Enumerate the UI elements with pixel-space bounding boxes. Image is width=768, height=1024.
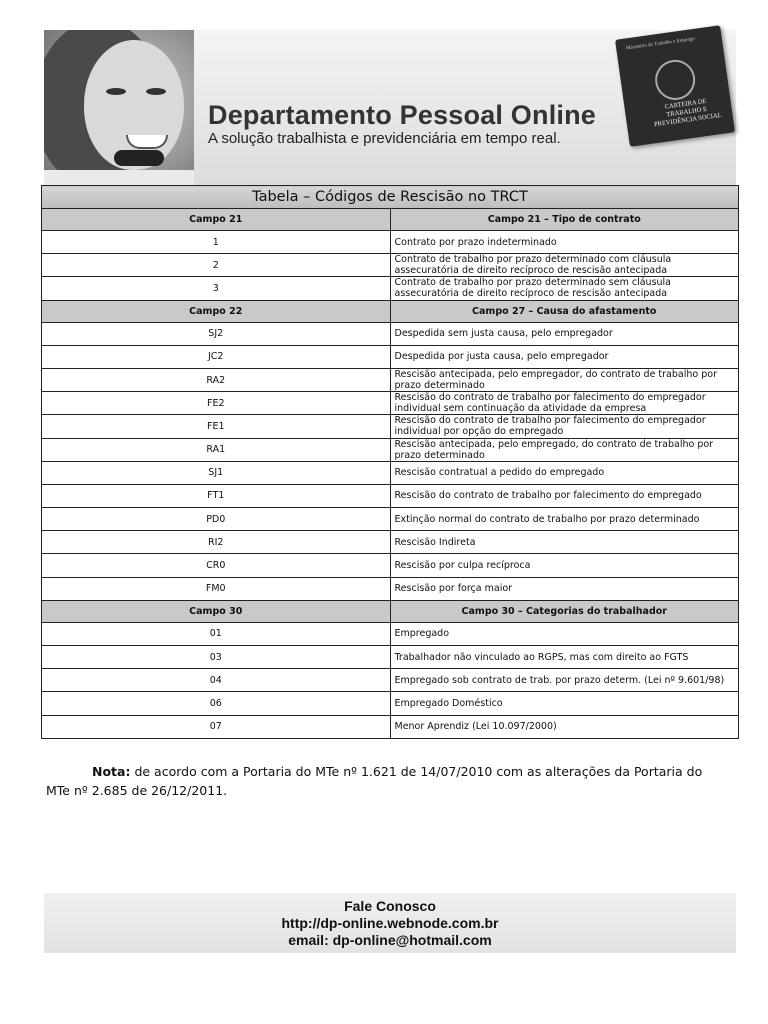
section-header-row (42, 600, 739, 622)
code-cell: 04 (42, 669, 391, 692)
section-code-header: Campo 22 (42, 300, 391, 322)
code-cell: FM0 (42, 577, 391, 600)
operator-photo (44, 30, 194, 185)
table-row (42, 415, 739, 438)
section-header-row (42, 209, 739, 231)
description-cell: Rescisão do contrato de trabalho por falecimento do empregador individual sem continuação da atividade da empresa (390, 392, 739, 415)
description-cell: Trabalhador não vinculado ao RGPS, mas com direito ao FGTS (390, 646, 739, 669)
code-cell: 2 (42, 254, 391, 277)
code-cell: 01 (42, 622, 391, 645)
table-row (42, 531, 739, 554)
description-cell: Contrato de trabalho por prazo determinado sem cláusula assecuratória de direito recíproco de rescisão antecipada (390, 277, 739, 300)
code-cell: PD0 (42, 508, 391, 531)
code-cell: RI2 (42, 531, 391, 554)
code-cell: RA2 (42, 368, 391, 391)
table-row (42, 692, 739, 715)
code-cell: FE2 (42, 392, 391, 415)
footer-title: Fale Conosco (344, 898, 436, 914)
footer-email-link[interactable]: email: dp-online@hotmail.com (288, 932, 492, 948)
note-paragraph (46, 762, 726, 800)
description-cell: Rescisão contratual a pedido do empregado (390, 461, 739, 484)
table-row (42, 254, 739, 277)
description-cell: Rescisão Indireta (390, 531, 739, 554)
footer-url-link[interactable]: http://dp-online.webnode.com.br (281, 915, 499, 931)
description-cell: Rescisão antecipada, pelo empregador, do contrato de trabalho por prazo determinado (390, 368, 739, 391)
table-row (42, 669, 739, 692)
code-cell: FT1 (42, 484, 391, 507)
description-cell: Contrato de trabalho por prazo determinado com cláusula assecuratória de direito recíproco de rescisão antecipada (390, 254, 739, 277)
section-code-header: Campo 30 (42, 600, 391, 622)
table-row (42, 368, 739, 391)
description-cell: Empregado (390, 622, 739, 645)
table-title: Tabela – Códigos de Rescisão no TRCT (42, 186, 739, 209)
note-label: Nota: (92, 764, 131, 779)
site-subtitle: A solução trabalhista e previdenciária em tempo real. (208, 130, 561, 147)
description-cell: Despedida sem justa causa, pelo empregador (390, 322, 739, 345)
section-code-header: Campo 21 (42, 209, 391, 231)
description-cell: Rescisão do contrato de trabalho por falecimento do empregado (390, 484, 739, 507)
section-desc-header: Campo 21 – Tipo de contrato (390, 209, 739, 231)
codes-table-container (41, 185, 739, 739)
code-cell: SJ2 (42, 322, 391, 345)
table-row (42, 508, 739, 531)
code-cell: 06 (42, 692, 391, 715)
table-row (42, 577, 739, 600)
table-row (42, 554, 739, 577)
description-cell: Rescisão antecipada, pelo empregado, do contrato de trabalho por prazo determinado (390, 438, 739, 461)
description-cell: Menor Aprendiz (Lei 10.097/2000) (390, 715, 739, 738)
table-title-row (42, 186, 739, 209)
code-cell: JC2 (42, 345, 391, 368)
table-row (42, 646, 739, 669)
description-cell: Empregado Doméstico (390, 692, 739, 715)
table-row (42, 715, 739, 738)
table-row (42, 392, 739, 415)
description-cell: Despedida por justa causa, pelo empregador (390, 345, 739, 368)
table-row (42, 461, 739, 484)
table-row (42, 322, 739, 345)
code-cell: FE1 (42, 415, 391, 438)
site-title: Departamento Pessoal Online (208, 100, 597, 130)
table-row (42, 277, 739, 300)
description-cell: Extinção normal do contrato de trabalho por prazo determinado (390, 508, 739, 531)
description-cell: Rescisão do contrato de trabalho por falecimento do empregador individual por opção do empregado (390, 415, 739, 438)
code-cell: SJ1 (42, 461, 391, 484)
coat-of-arms-icon (653, 57, 698, 102)
table-row (42, 484, 739, 507)
section-header-row (42, 300, 739, 322)
code-cell: 07 (42, 715, 391, 738)
code-cell: RA1 (42, 438, 391, 461)
codes-table (41, 185, 739, 739)
contact-footer (44, 893, 736, 953)
description-cell: Contrato por prazo indeterminado (390, 231, 739, 254)
table-row (42, 345, 739, 368)
header-banner (44, 30, 736, 185)
table-row (42, 622, 739, 645)
ctps-booklet-image: Ministério do Trabalho e Emprego CARTEIRA DE TRABALHO E PREVIDÊNCIA SOCIAL (615, 25, 735, 147)
description-cell: Rescisão por força maior (390, 577, 739, 600)
table-row (42, 438, 739, 461)
description-cell: Rescisão por culpa recíproca (390, 554, 739, 577)
section-desc-header: Campo 27 – Causa do afastamento (390, 300, 739, 322)
headset-icon (114, 150, 164, 166)
description-cell: Empregado sob contrato de trab. por prazo determ. (Lei nº 9.601/98) (390, 669, 739, 692)
code-cell: 1 (42, 231, 391, 254)
code-cell: 03 (42, 646, 391, 669)
code-cell: CR0 (42, 554, 391, 577)
table-row (42, 231, 739, 254)
section-desc-header: Campo 30 – Categorias do trabalhador (390, 600, 739, 622)
note-text: de acordo com a Portaria do MTe nº 1.621 de 14/07/2010 com as alterações da Portaria do MTe nº 2.685 de 26/12/2011. (46, 764, 703, 798)
code-cell: 3 (42, 277, 391, 300)
